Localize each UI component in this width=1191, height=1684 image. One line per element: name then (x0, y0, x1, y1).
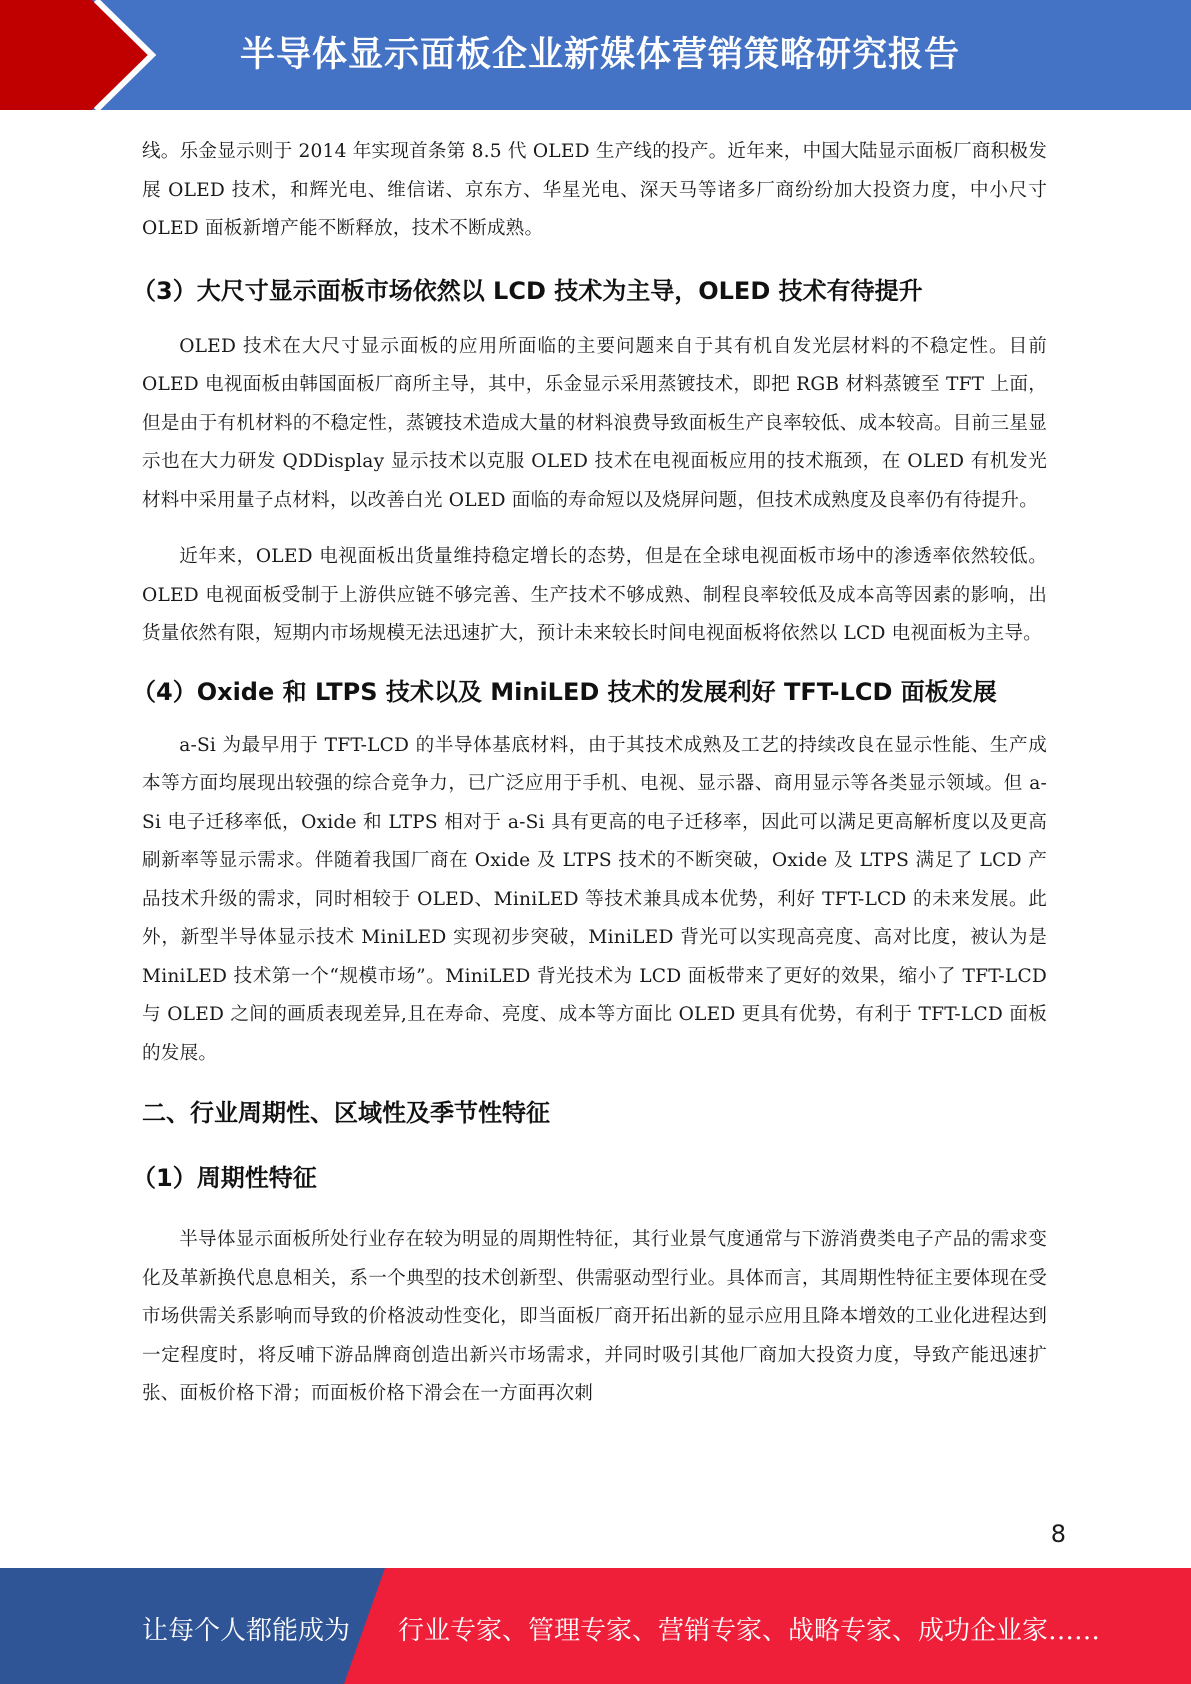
page-number: 8 (1050, 1520, 1066, 1548)
page-header (0, 0, 1191, 110)
section-heading-cycles: 二、行业周期性、区域性及季节性特征 (142, 1099, 550, 1127)
page-footer (0, 1568, 1191, 1684)
paragraph-continued: 线。乐金显示则于 2014 年实现首条第 8.5 代 OLED 生产线的投产。近年来，中国大陆显示面板厂商积极发展 OLED 技术，和辉光电、维信诺、京东方、华星光电、深天马等诸多厂商纷纷加大投资力度，中小尺寸 OLED 面板新增产能不断释放，技术不断成熟。 (142, 141, 1047, 239)
heading-oxide-ltps-miniled: （4）Oxide 和 LTPS 技术以及 MiniLED 技术的发展利好 TFT-LCD 面板发展 (132, 677, 997, 706)
page-content (132, 133, 1047, 1414)
paragraph-oled-tv-shipments: 近年来，OLED 电视面板出货量维持稳定增长的态势，但是在全球电视面板市场中的渗透率依然较低。OLED 电视面板受制于上游供应链不够完善、生产技术不够成熟、制程良率较低及成本高等因素的影响，出货量依然有限，短期内市场规模无法迅速扩大，预计未来较长时间电视面板将依然以 LCD 电视面板为主导。 (142, 546, 1047, 644)
paragraph-asi-oxide-ltps: a-Si 为最早用于 TFT-LCD 的半导体基底材料，由于其技术成熟及工艺的持续改良在显示性能、生产成本等方面均展现出较强的综合竞争力，已广泛应用于手机、电视、显示器、商用显示等各类显示领域。但 a-Si 电子迁移率低，Oxide 和 LTPS 相对于 a-Si 具有更高的电子迁移率，因此可以满足更高解析度以及更高刷新率等显示需求。伴随着我国厂商在 Oxide 及 LTPS 技术的不断突破，Oxide 及 LTPS 满足了 LCD 产品技术升级的需求，同时相较于 OLED、MiniLED 等技术兼具成本优势，利好 TFT-LCD 的未来发展。此外，新型半导体显示技术 MiniLED 实现初步突破，MiniLED 背光可以实现高亮度、高对比度，被认为是 MiniLED 技术第一个“规模市场”。MiniLED 背光技术为 LCD 面板带来了更好的效果，缩小了 TFT-LCD 与 OLED 之间的画质表现差异,且在寿命、亮度、成本等方面比 OLED 更具有优势，有利于 TFT-LCD 面板的发展。 (142, 734, 1047, 1064)
header-arrow-decoration (0, 0, 200, 110)
footer-slogan-left: 让每个人都能成为 (142, 1616, 351, 1646)
header-title: 半导体显示面板企业新媒体营销策略研究报告 (240, 35, 961, 75)
footer-slogan-right: 行业专家、管理专家、营销专家、战略专家、成功企业家…… (398, 1616, 1101, 1646)
paragraph-cyclical-features: 半导体显示面板所处行业存在较为明显的周期性特征，其行业景气度通常与下游消费类电子产品的需求变化及革新换代息息相关，系一个典型的技术创新型、供需驱动型行业。具体而言，其周期性特征主要体现在受市场供需关系影响而导致的价格波动性变化，即当面板厂商开拓出新的显示应用且降本增效的工业化进程达到一定程度时，将反哺下游品牌商创造出新兴市场需求，并同时吸引其他厂商加大投资力度，导致产能迅速扩张、面板价格下滑；而面板价格下滑会在一方面再次刺 (142, 1229, 1047, 1404)
paragraph-oled-large-panel: OLED 技术在大尺寸显示面板的应用所面临的主要问题来自于其有机自发光层材料的不稳定性。目前 OLED 电视面板由韩国面板厂商所主导，其中，乐金显示采用蒸镀技术，即把 RGB 材料蒸镀至 TFT 上面，但是由于有机材料的不稳定性，蒸镀技术造成大量的材料浪费导致面板生产良率较低、成本较高。目前三星显示也在大力研发 QDDisplay 显示技术以克服 OLED 技术在电视面板应用的技术瓶颈，在 OLED 有机发光材料中采用量子点材料，以改善白光 OLED 面临的寿命短以及烧屏问题，但技术成熟度及良率仍有待提升。 (142, 335, 1047, 511)
heading-large-panel-lcd: （3）大尺寸显示面板市场依然以 LCD 技术为主导，OLED 技术有待提升 (132, 276, 923, 305)
heading-cyclical-features: （1）周期性特征 (132, 1164, 317, 1192)
